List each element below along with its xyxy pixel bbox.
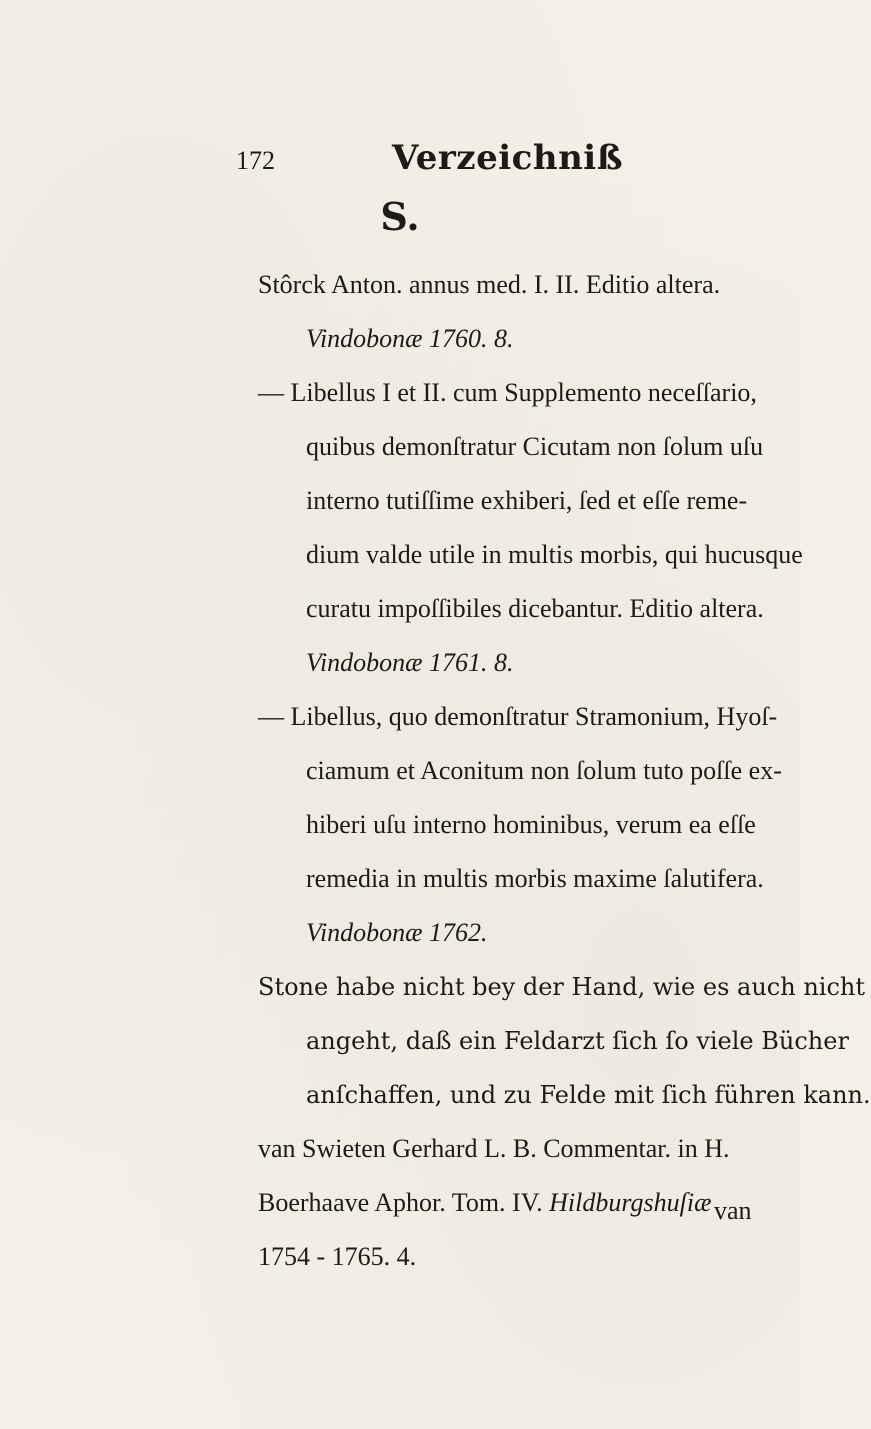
entry-5-line-1: van Swieten Gerhard L. B. Commentar. in H. (258, 1134, 730, 1163)
bibliography-text (258, 258, 871, 1284)
entry-4-line-3: anſchaffen, und zu Felde mit ſich führen kann. (306, 1081, 871, 1109)
entry-3-line-3: hiberi uſu interno hominibus, verum ea eſſe (306, 810, 756, 839)
entry-2-line-6: Vindobonæ 1761. 8. (306, 648, 514, 677)
entry-2-line-5: curatu impoſſibiles dicebantur. Editio altera. (306, 594, 764, 623)
entry-2-line-3: interno tutiſſime exhiberi, ſed et eſſe reme- (306, 486, 748, 515)
entry-1-line-1: Stôrck Anton. annus med. I. II. Editio altera. (258, 270, 721, 299)
entry-2-line-4: dium valde utile in multis morbis, qui hucusque (306, 540, 803, 569)
entry-3-line-1: — Libellus, quo demonſtratur Stramonium, Hyoſ- (258, 702, 778, 731)
running-title: Verzeichniß (392, 138, 624, 178)
entry-4-line-2: angeht, daß ein Feldarzt ſich ſo viele Bücher (306, 1027, 849, 1055)
entry-1-line-2: Vindobonæ 1760. 8. (306, 324, 514, 353)
catchword: van (714, 1196, 752, 1225)
entry-3-line-4: remedia in multis morbis maxime ſalutifera. (306, 864, 764, 893)
entry-5-line-2-text: Boerhaave Aphor. Tom. IV. Hildburgshuſiæ (258, 1188, 712, 1217)
entry-4-line-1: Stone habe nicht bey der Hand, wie es auch nicht (258, 973, 865, 1001)
place-name: Hildburgshuſiæ (549, 1188, 712, 1217)
entry-5-line-3: 1754 - 1765. 4. (258, 1242, 417, 1271)
section-letter: S. (380, 194, 420, 239)
entry-2-line-2: quibus demonſtratur Cicutam non ſolum uſu (306, 432, 764, 461)
entry-5-line-2 (258, 1176, 778, 1230)
entry-2-line-1: — Libellus I et II. cum Supplemento neceſſario, (258, 378, 757, 407)
entry-3-line-5: Vindobonæ 1762. (306, 918, 488, 947)
page-header (0, 138, 800, 188)
page-number: 172 (236, 146, 275, 175)
entry-3-line-2: ciamum et Aconitum non ſolum tuto poſſe ex- (306, 756, 782, 785)
